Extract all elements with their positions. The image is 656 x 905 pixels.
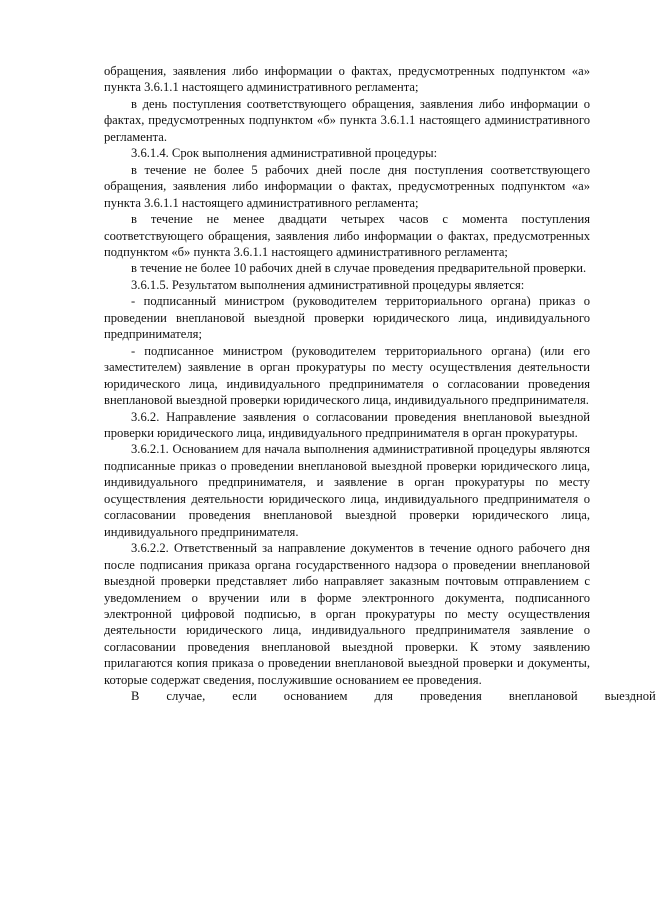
word: В — [131, 689, 140, 704]
paragraph-term-24-hours: в течение не менее двадцати четырех часов с момента поступления соответствующего обращения, заявления либо информации о фактах, предусмотренных подпунктом «б» пункта 3.6.1.1 настоящего административного регламента; — [104, 212, 590, 259]
paragraph-term-10-days: в течение не более 10 рабочих дней в случае проведения предварительной проверки. — [131, 261, 587, 276]
paragraph-3-6-1-4-heading: 3.6.1.4. Срок выполнения административной процедуры: — [131, 146, 438, 161]
paragraph-term-5-days: в течение не более 5 рабочих дней после дня поступления соответствующего обращения, заявления либо информации о фактах, предусмотренных подпунктом «а» пункта 3.6.1.1 настоящего административного регламента; — [104, 162, 590, 210]
word: проведения — [419, 689, 482, 704]
paragraph-3-6-2: 3.6.2. Направление заявления о согласовании проведения внеплановой выездной проверки юридического лица, индивидуального предпринимателя в орган прокуратуры. — [104, 409, 590, 440]
paragraph-in-case — [104, 688, 656, 704]
paragraph-3-6-2-2: 3.6.2.2. Ответственный за направление документов в течение одного рабочего дня после подписания приказа органа государственного надзора о проведении внеплановой выездной проверки представляет либо направляет заказным почтовым отправлением с уведомлением о вручении или в форме электронного документа, подписанного электронной цифровой подписью, в орган прокуратуры по месту осуществления деятельности юридического лица, индивидуального предпринимателя заявление о согласовании проведения внеплановой выездной проверки. К этому заявлению прилагаются копия приказа о проведении внеплановой выездной проверки и документы, которые содержат сведения, послужившие основанием ее проведения. — [104, 541, 590, 687]
paragraph-3-6-1-5-heading: 3.6.1.5. Результатом выполнения административной процедуры является: — [131, 277, 525, 292]
word: случае, — [166, 689, 206, 704]
paragraph-signed-application: - подписанное министром (руководителем территориального органа) (или его заместителем) заявление в орган прокуратуры по месту осуществления деятельности юридического лица, индивидуального предпринимателя о согласовании проведения внеплановой выездной проверки юридического лица, индивидуального предпринимателя. — [104, 343, 590, 408]
document-page — [104, 63, 656, 705]
word: если — [232, 689, 257, 704]
paragraph-signed-order: - подписанный министром (руководителем территориального органа) приказ о проведении внеплановой выездной проверки юридического лица, индивидуального предпринимателя; — [104, 294, 590, 342]
paragraph-deadline-b-day: в день поступления соответствующего обращения, заявления либо информации о фактах, предусмотренных подпунктом «б» пункта 3.6.1.1 настоящего административного регламента. — [104, 96, 590, 144]
paragraph-continuation: обращения, заявления либо информации о фактах, предусмотренных подпунктом «а» пункта 3.6.1.1 настоящего административного регламента; — [104, 64, 590, 95]
word: основанием — [283, 689, 348, 704]
word: выездной — [604, 689, 656, 704]
word: внеплановой — [508, 689, 578, 704]
paragraph-3-6-2-1: 3.6.2.1. Основанием для начала выполнения административной процедуры являются подписанные приказ о проведении внеплановой выездной проверки юридического лица, индивидуального предпринимателя, и заявление в орган прокуратуры по месту осуществления деятельности юридического лица, индивидуального предпринимателя о согласовании проведения внеплановой выездной проверки юридического лица, индивидуального предпринимателя. — [104, 442, 590, 539]
word: для — [374, 689, 393, 704]
